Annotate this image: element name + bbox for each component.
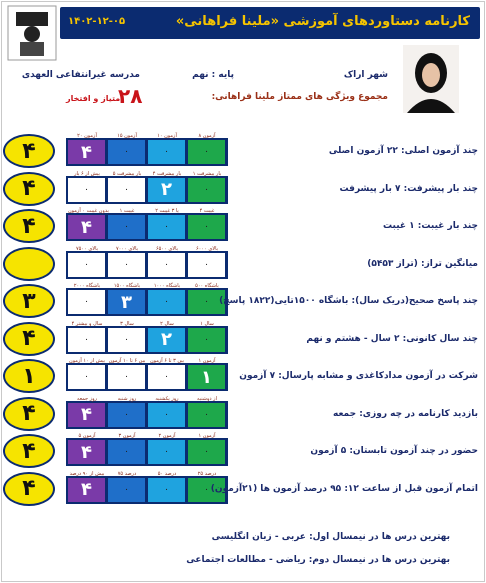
level-cell: ۰ — [188, 290, 225, 314]
level-cell: ۰ — [68, 328, 105, 352]
student-grade: پایه : نهم — [192, 70, 234, 80]
student-school: مدرسه غیرانتفاعی العهدی — [21, 70, 140, 80]
level-caption: ۲۰ آزمون — [77, 133, 97, 139]
level-caption: بالای ۶۵۰۰ — [155, 245, 179, 252]
level-caption: باشگاه ۱۵۰۰ — [113, 283, 141, 289]
level-caption: باشگاه ۵۰۰ — [195, 283, 219, 289]
report-header — [60, 7, 480, 39]
level-cell: ۰ — [108, 328, 145, 352]
level-cell: ۰ — [108, 140, 145, 164]
level-cell: ۰ — [108, 440, 145, 464]
row-score-badge: ۴ — [3, 172, 55, 206]
level-cell: ۰ — [188, 253, 225, 277]
level-caption: بین ۳ تا ۶ آزمون — [149, 358, 185, 364]
level-cell: ۰ — [108, 478, 145, 502]
level-cell: ۰ — [108, 178, 145, 202]
row-label: چند آزمون اصلی: ۲۲ آزمون اصلی — [328, 146, 478, 156]
level-cell: ۰ — [148, 440, 185, 464]
level-cell: ۰ — [148, 365, 185, 389]
score-label: امتیاز و افتخار — [66, 94, 123, 103]
level-caption: ۱ بار پیشرفت — [192, 170, 222, 177]
level-caption: ۱۵ آزمون — [117, 133, 137, 139]
level-cell: ۰ — [188, 215, 225, 239]
level-caption: ۴ سال و بیشتر — [71, 320, 103, 327]
level-caption: بدون غیبت ۰ آزمون — [68, 208, 109, 214]
level-cell: ۰ — [148, 478, 185, 502]
level-cell: ۰ — [68, 290, 105, 314]
student-city: شهر اراک — [343, 70, 388, 80]
level-cell: ۴ — [68, 215, 105, 239]
row-label: چند پاسخ صحیح(دریک سال): باشگاه ۱۵۰۰تایی(۱۸۲۲ پاسخ) — [219, 296, 478, 306]
best-lessons-term2: بهترین درس ها در نیمسال دوم: ریاضی - مطالعات اجتماعی — [186, 555, 450, 565]
best-lessons-term1: بهترین درس ها در نیمسال اول: عربی - زبان انگلیسی — [211, 532, 450, 542]
row-score-badge: ۴ — [3, 134, 55, 168]
level-caption: بیش از ۶ بار — [74, 170, 100, 177]
level-cell: ۰ — [148, 253, 185, 277]
total-score: ۲۸ — [118, 84, 143, 108]
student-photo — [403, 45, 459, 113]
level-cell: ۰ — [148, 290, 185, 314]
achievement-row — [0, 472, 486, 516]
level-caption: ۱ سال — [200, 320, 214, 327]
row-level-cells — [66, 170, 228, 204]
kanoon-logo — [6, 4, 58, 62]
level-caption: بالای ۷۰۰۰ — [115, 245, 139, 252]
row-label: حضور در چند آزمون تابستان: ۵ آزمون — [310, 446, 478, 456]
level-caption: بیش از ۱۰ آزمون — [69, 358, 105, 364]
level-cell: ۲ — [148, 178, 185, 202]
level-caption: ۴ غیبت — [199, 208, 215, 214]
row-label: چند سال کانونی: ۲ سال - هشتم و نهم — [306, 333, 478, 344]
row-level-cells — [66, 358, 228, 391]
level-caption: باشگاه ۲۰۰۰ — [73, 283, 101, 289]
level-caption: بالای ۷۵۰۰ — [75, 245, 99, 252]
level-caption: ۱ آزمون — [198, 358, 216, 364]
level-cell: ۰ — [68, 253, 105, 277]
row-score-badge — [3, 247, 55, 281]
row-label: چند بار پیشرفت: ۷ بار پیشرفت — [339, 183, 478, 194]
level-cell: ۴ — [68, 140, 105, 164]
level-caption: ۵۰ درصد — [157, 470, 177, 477]
level-caption: ۲ سال — [160, 320, 174, 327]
level-cell: ۱ — [188, 365, 225, 389]
level-cell: ۰ — [68, 178, 105, 202]
level-caption: باشگاه ۱۰۰۰ — [153, 283, 181, 289]
level-caption: بالای ۶۰۰۰ — [195, 245, 219, 252]
level-caption: ۲ یا ۳ غیبت — [155, 208, 179, 214]
level-cell: ۰ — [68, 365, 105, 389]
level-cell: ۰ — [188, 178, 225, 202]
row-level-cells — [66, 470, 228, 504]
row-score-badge: ۴ — [3, 472, 55, 506]
level-caption: از دوشنبه — [197, 395, 217, 402]
level-caption: روز شنبه — [117, 395, 137, 402]
row-label: چند بار غیبت: ۱ غیبت — [383, 221, 478, 231]
row-label: اتمام آزمون قبل از ساعت ۱۲: ۹۵ درصد آزمون ها (۲۱آزمون) — [210, 483, 478, 494]
row-level-cells — [66, 433, 228, 466]
row-level-cells — [66, 283, 228, 316]
level-cell: ۴ — [68, 440, 105, 464]
row-label: میانگین تراز: (تراز ۵۴۵۳) — [367, 258, 478, 269]
level-caption: ۲ آزمون — [158, 433, 176, 439]
level-caption: ۱ غیبت — [119, 208, 135, 214]
level-caption: روز جمعه — [77, 395, 97, 402]
level-caption: ۵ آزمون — [78, 433, 96, 439]
level-caption: ۱ آزمون — [198, 433, 216, 439]
level-cell: ۰ — [148, 403, 185, 427]
level-cell: ۰ — [188, 328, 225, 352]
row-label: شرکت در آزمون مداد‌کاغذی و مشابه پارسال: ۷ آزمون — [239, 371, 478, 381]
level-caption: ۵ بار پیشرفت — [112, 170, 142, 177]
level-cell: ۲ — [148, 328, 185, 352]
level-caption: ۲۵ درصد — [197, 470, 217, 477]
level-cell: ۰ — [148, 215, 185, 239]
level-cell: ۰ — [188, 478, 225, 502]
level-caption: ۳ سال — [120, 320, 134, 327]
level-cell: ۰ — [148, 140, 185, 164]
level-cell: ۴ — [68, 403, 105, 427]
row-score-badge: ۳ — [3, 284, 55, 318]
row-level-cells — [66, 245, 228, 279]
row-level-cells — [66, 395, 228, 429]
level-cell: ۰ — [188, 140, 225, 164]
level-cell: ۰ — [108, 403, 145, 427]
level-cell: ۴ — [68, 478, 105, 502]
row-level-cells — [66, 133, 228, 166]
level-cell: ۰ — [108, 253, 145, 277]
report-title: کارنامه دستاوردهای آموزشی «ملینا فراهانی» — [175, 14, 470, 29]
row-score-badge: ۱ — [3, 359, 55, 393]
level-caption: ۱۰ آزمون — [157, 133, 177, 139]
row-level-cells — [66, 208, 228, 241]
level-cell: ۰ — [188, 440, 225, 464]
row-level-cells — [66, 320, 228, 354]
level-caption: ۷۵ درصد — [117, 470, 137, 477]
level-caption: ۸ آزمون — [198, 133, 216, 139]
level-cell: ۰ — [188, 403, 225, 427]
features-label: مجموع ویژگی های ممتاز ملینا فراهانی: — [211, 92, 388, 102]
report-date: ۱۴۰۲-۱۲-۰۵ — [68, 16, 126, 27]
level-caption: ۳ آزمون — [118, 433, 136, 439]
row-score-badge: ۴ — [3, 397, 55, 431]
level-caption: بین ۶ تا ۱۰ آزمون — [108, 358, 146, 364]
row-score-badge: ۴ — [3, 322, 55, 356]
level-cell: ۰ — [108, 365, 145, 389]
row-label: بازدید کارنامه در چه روزی: جمعه — [333, 408, 478, 419]
level-caption: روز یکشنبه — [155, 395, 179, 402]
level-cell: ۳ — [108, 290, 145, 314]
row-score-badge: ۴ — [3, 434, 55, 468]
level-caption: ۴ بار پیشرفت — [152, 170, 182, 177]
row-score-badge: ۴ — [3, 209, 55, 243]
level-caption: بیش از ۹۰ درصد — [69, 470, 105, 477]
level-cell: ۰ — [108, 215, 145, 239]
